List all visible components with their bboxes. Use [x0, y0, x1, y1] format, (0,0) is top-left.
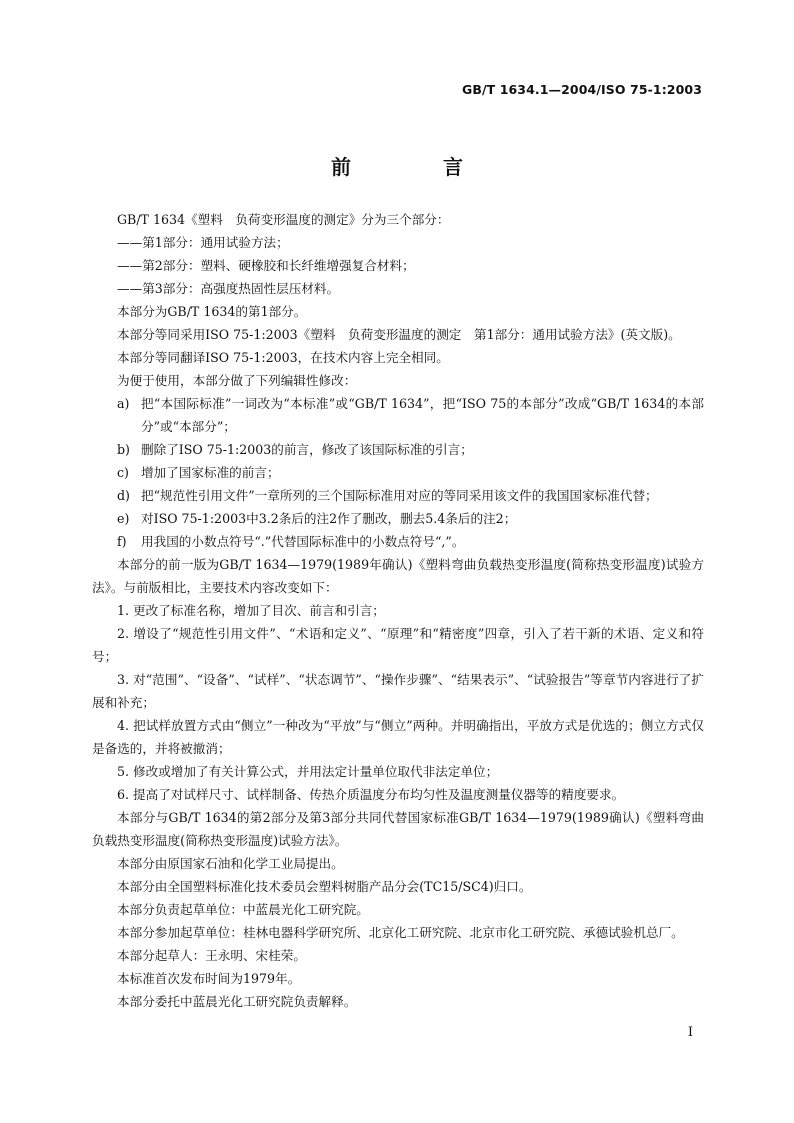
page-number: I: [687, 1025, 693, 1040]
intro-paragraph: GB/T 1634《塑料 负荷变形温度的测定》分为三个部分：: [117, 212, 450, 227]
previous-edition-paragraph: 本部分的前一版为GB/T 1634—1979(1989年确认)《塑料弯曲负载热变形温度(简称热变形温度)试验方法》。与前版相比，主要技术内容改变如下：: [92, 557, 704, 595]
change-item-2: 2. 增设了“规范性引用文件”、“术语和定义”、“原理”和“精密度”四章，引入了若干新的术语、定义和符号；: [92, 626, 704, 664]
edit-item-a: [92, 392, 704, 438]
list-marker: a): [117, 396, 130, 411]
list-item-text: 用我国的小数点符号“.”代替国际标准中的小数点符号“,”。: [141, 534, 465, 549]
change-item-5: 5. 修改或增加了有关计算公式，并用法定计量单位取代非法定单位；: [117, 764, 499, 779]
change-item-3: 3. 对“范围”、“设备”、“试样”、“状态调节”、“操作步骤”、“结果表示”、“试验报告”等章节内容进行了扩展和补充；: [92, 672, 704, 710]
edit-item-e: [92, 507, 704, 530]
edit-item-c: [92, 461, 704, 484]
list-item-text: 增加了国家标准的前言；: [141, 465, 280, 480]
list-item-text: 删除了ISO 75-1:2003的前言，修改了该国际标准的引言；: [141, 442, 473, 457]
list-item-text: 把“本国际标准”一词改为“本标准”或“GB/T 1634”，把“ISO 75的本部分”改成“GB/T 1634的本部分”或“本部分”；: [141, 396, 704, 434]
part-list-item-1: ——第1部分：通用试验方法；: [117, 235, 289, 250]
change-item-1: 1. 更改了标准名称，增加了目次、前言和引言；: [117, 603, 385, 618]
standard-number-header: GB/T 1634.1—2004/ISO 75-1:2003: [461, 82, 702, 97]
list-marker: f): [117, 534, 127, 549]
translation-paragraph: 本部分等同翻译ISO 75-1:2003，在技术内容上完全相同。: [117, 350, 449, 365]
participating-units-paragraph: 本部分参加起草单位：桂林电器科学研究所、北京化工研究院、北京市化工研究院、承德试验机总厂。: [117, 925, 684, 940]
part-list-item-3: ——第3部分：高强度热固性层压材料。: [117, 281, 340, 296]
edit-item-f: [92, 530, 704, 553]
list-marker: c): [117, 465, 129, 480]
list-item-text: 对ISO 75-1:2003中3.2条后的注2作了删改，删去5.4条后的注2；: [141, 511, 517, 526]
editorial-changes-intro: 为便于使用，本部分做了下列编辑性修改：: [117, 373, 357, 388]
edit-item-d: [92, 484, 704, 507]
centralized-by-paragraph: 本部分由全国塑料标准化技术委员会塑料树脂产品分会(TC15/SC4)归口。: [117, 879, 532, 894]
foreword-body: [92, 208, 704, 1013]
edit-item-b: [92, 438, 704, 461]
first-issue-paragraph: 本标准首次发布时间为1979年。: [117, 971, 301, 986]
proposed-by-paragraph: 本部分由原国家石油和化学工业局提出。: [117, 856, 344, 871]
list-item-text: 把“规范性引用文件”一章所列的三个国际标准用对应的等同采用该文件的我国国家标准代替；: [141, 488, 658, 503]
change-item-6: 6. 提高了对试样尺寸、试样制备、传热介质温度分布均匀性及温度测量仪器等的精度要求。: [117, 787, 625, 802]
list-marker: d): [117, 488, 130, 503]
list-marker: b): [117, 442, 130, 457]
part-statement-paragraph: 本部分为GB/T 1634的第1部分。: [117, 304, 307, 319]
responsible-drafter-paragraph: 本部分负责起草单位：中蓝晨光化工研究院。: [117, 902, 369, 917]
interpretation-paragraph: 本部分委托中蓝晨光化工研究院负责解释。: [117, 994, 357, 1009]
list-marker: e): [117, 511, 130, 526]
change-item-4: 4. 把试样放置方式由“侧立”一种改为“平放”与“侧立”两种。并明确指出，平放方式是优选的；侧立方式仅是备选的，并将被撤消；: [92, 718, 704, 756]
replacement-paragraph: 本部分与GB/T 1634的第2部分及第3部分共同代替国家标准GB/T 1634—1979(1989确认)《塑料弯曲负载热变形温度(简称热变形温度)试验方法》。: [92, 810, 704, 848]
adoption-paragraph: 本部分等同采用ISO 75-1:2003《塑料 负荷变形温度的测定 第1部分：通用试验方法》(英文版)。: [117, 327, 681, 342]
drafters-paragraph: 本部分起草人：王永明、宋桂荣。: [117, 948, 306, 963]
part-list-item-2: ——第2部分：塑料、硬橡胶和长纤维增强复合材料；: [117, 258, 415, 273]
page-title: 前 言: [331, 155, 499, 179]
